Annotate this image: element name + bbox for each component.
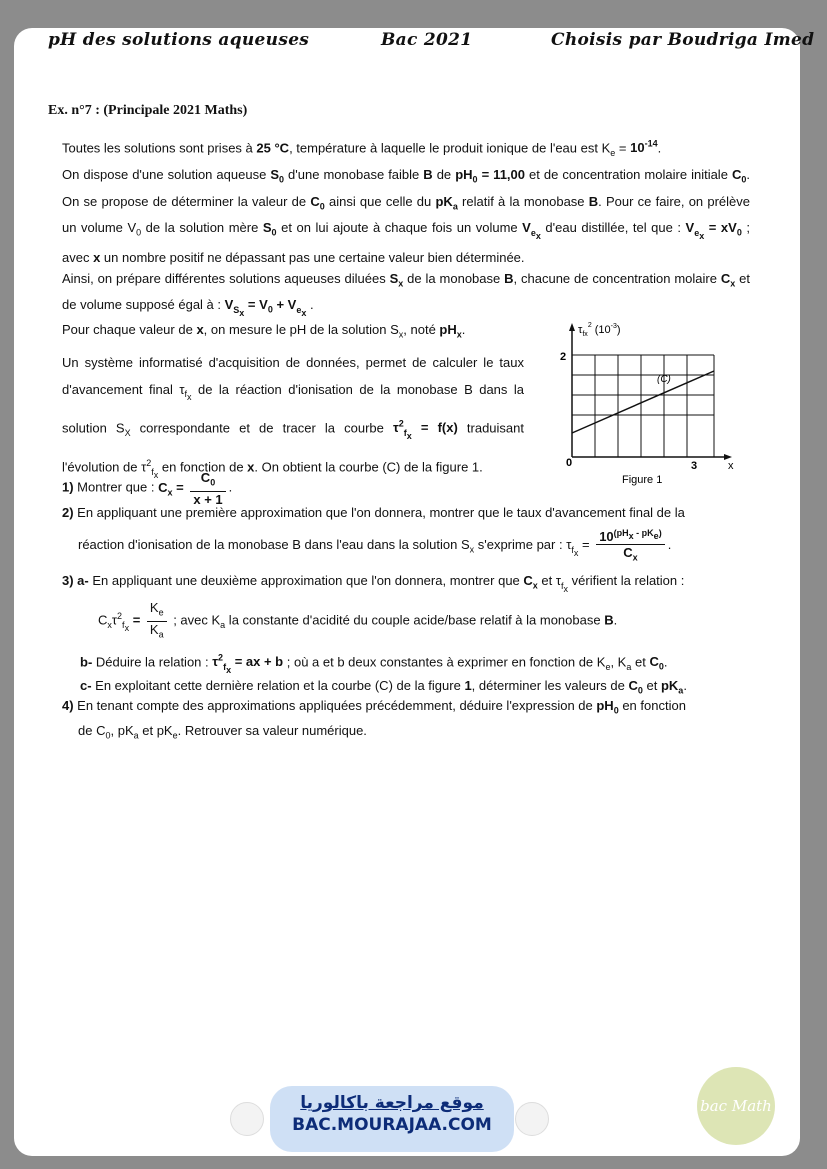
relation-3a: $C_x\tau^2_{f_x}$ = $\frac{K_e}{K_a}$ ; avec $K_a$ la constante d'acidité du couple acide/base relatif à la monobase B. — [98, 600, 618, 640]
figure-1-chart — [540, 315, 740, 490]
origin-label: 0 — [566, 457, 573, 469]
curve-label: (C) — [657, 374, 671, 385]
bac-math-badge: bac Math — [697, 1067, 775, 1145]
left-site-logo-icon — [230, 1102, 264, 1136]
question-1: 1) Montrer que : $C_x$ = $\frac{C_0}{x + 1}$ . — [62, 470, 233, 507]
footer-site-url[interactable]: BAC.MOURAJAA.COM — [292, 1115, 492, 1135]
x-axis-label: x — [728, 460, 734, 472]
x-tick-3: 3 — [691, 460, 698, 472]
question-2: 2) En appliquant une première approximation que l'on donnera, montrer que le taux d'avancement final de la réaction d'ionisation de la monobase B dans l'eau dans la solution $S_x$ s'exprime par : $\tau_{f_x}$ = $\frac{10^{(pH_x - pK_e)}}{C_x}$ . — [62, 505, 685, 563]
question-3c: c- En exploitant cette dernière relation et la courbe (C) de la figure 1, déterminer les valeurs de $C_0$ et $pK_a$. — [80, 678, 687, 696]
footer-site-banner[interactable] — [270, 1086, 514, 1152]
exercise-title: Ex. n°7 : (Principale 2021 Maths) — [48, 103, 248, 118]
figure-caption: Figure 1 — [622, 474, 663, 486]
header-author: Choisis par Boudriga Imed — [551, 30, 815, 50]
header-year: Bac 2021 — [381, 30, 473, 50]
question-4: 4) En tenant compte des approximations appliquées précédemment, déduire l'expression de $pH_0$ en fonction de $C_0$, $pK_a$ et $pK_e$. Retrouver sa valeur numérique. — [62, 698, 686, 741]
y-tick-2: 2 — [560, 351, 567, 363]
intro-paragraph: Toutes les solutions sont prises à 25 °C, température à laquelle le produit ionique de l'eau est $K_e = 10^{-14}$. On dispose d'une solution aqueuse $S_0$ d'une monobase faible B de $pH_0 = 11,00$ et de concentration molaire initiale $C_0$. On se propose de déterminer la valeur de $C_0$ ainsi que celle du $pK_a$ relatif à la monobase B. Pour ce faire, on prélève un volume $V_0$ de la solution mère $S_0$ et on lui ajoute à chaque fois un volume $V_{e_x}$ d'eau distillée, tel que : $V_{e_x} = xV_0$ ; avec x un nombre positif ne dépassant pas une certaine valeur bien déterminée. Ainsi, on prépare différentes solutions aqueuses diluées $S_x$ de la monobase B, chacune de concentration molaire $C_x$ et de volume supposé égal à : $V_{S_x} = V_0 + V_{e_x}$ . — [62, 139, 751, 318]
measure-paragraph: Pour chaque valeur de x, on mesure le pH de la solution $S_x$, noté $pH_x$. Un système informatisé d'acquisition de données, permet de calculer le taux d'avancement final $\tau_{f_x}$ de la réaction d'ionisation de la monobase B dans la solution $S_X$ correspondante et de tracer la courbe $\tau^2_{f_x} = f(x)$ traduisant l'évolution de $\tau^2_{f_x}$ en fonction de x. On obtient la courbe (C) de la figure 1. — [62, 322, 524, 480]
right-site-logo-icon — [515, 1102, 549, 1136]
question-3a: 3) a- En appliquant une deuxième approximation que l'on donnera, montrer que $C_x$ et $\tau_{f_x}$ vérifient la relation : — [62, 573, 685, 594]
y-axis-label: $\tau_{fx}^2$ $(10^{-3})$ — [578, 322, 621, 338]
question-3b: b- Déduire la relation : $\tau^2_{f_x}$ = ax + b ; où a et b deux constantes à exprimer en fonction de $K_e$, $K_a$ et $C_0$. — [80, 653, 668, 675]
header-topic: pH des solutions aqueuses — [48, 30, 310, 50]
footer-arabic-title: موقع مراجعة باكالوريا — [300, 1093, 484, 1113]
